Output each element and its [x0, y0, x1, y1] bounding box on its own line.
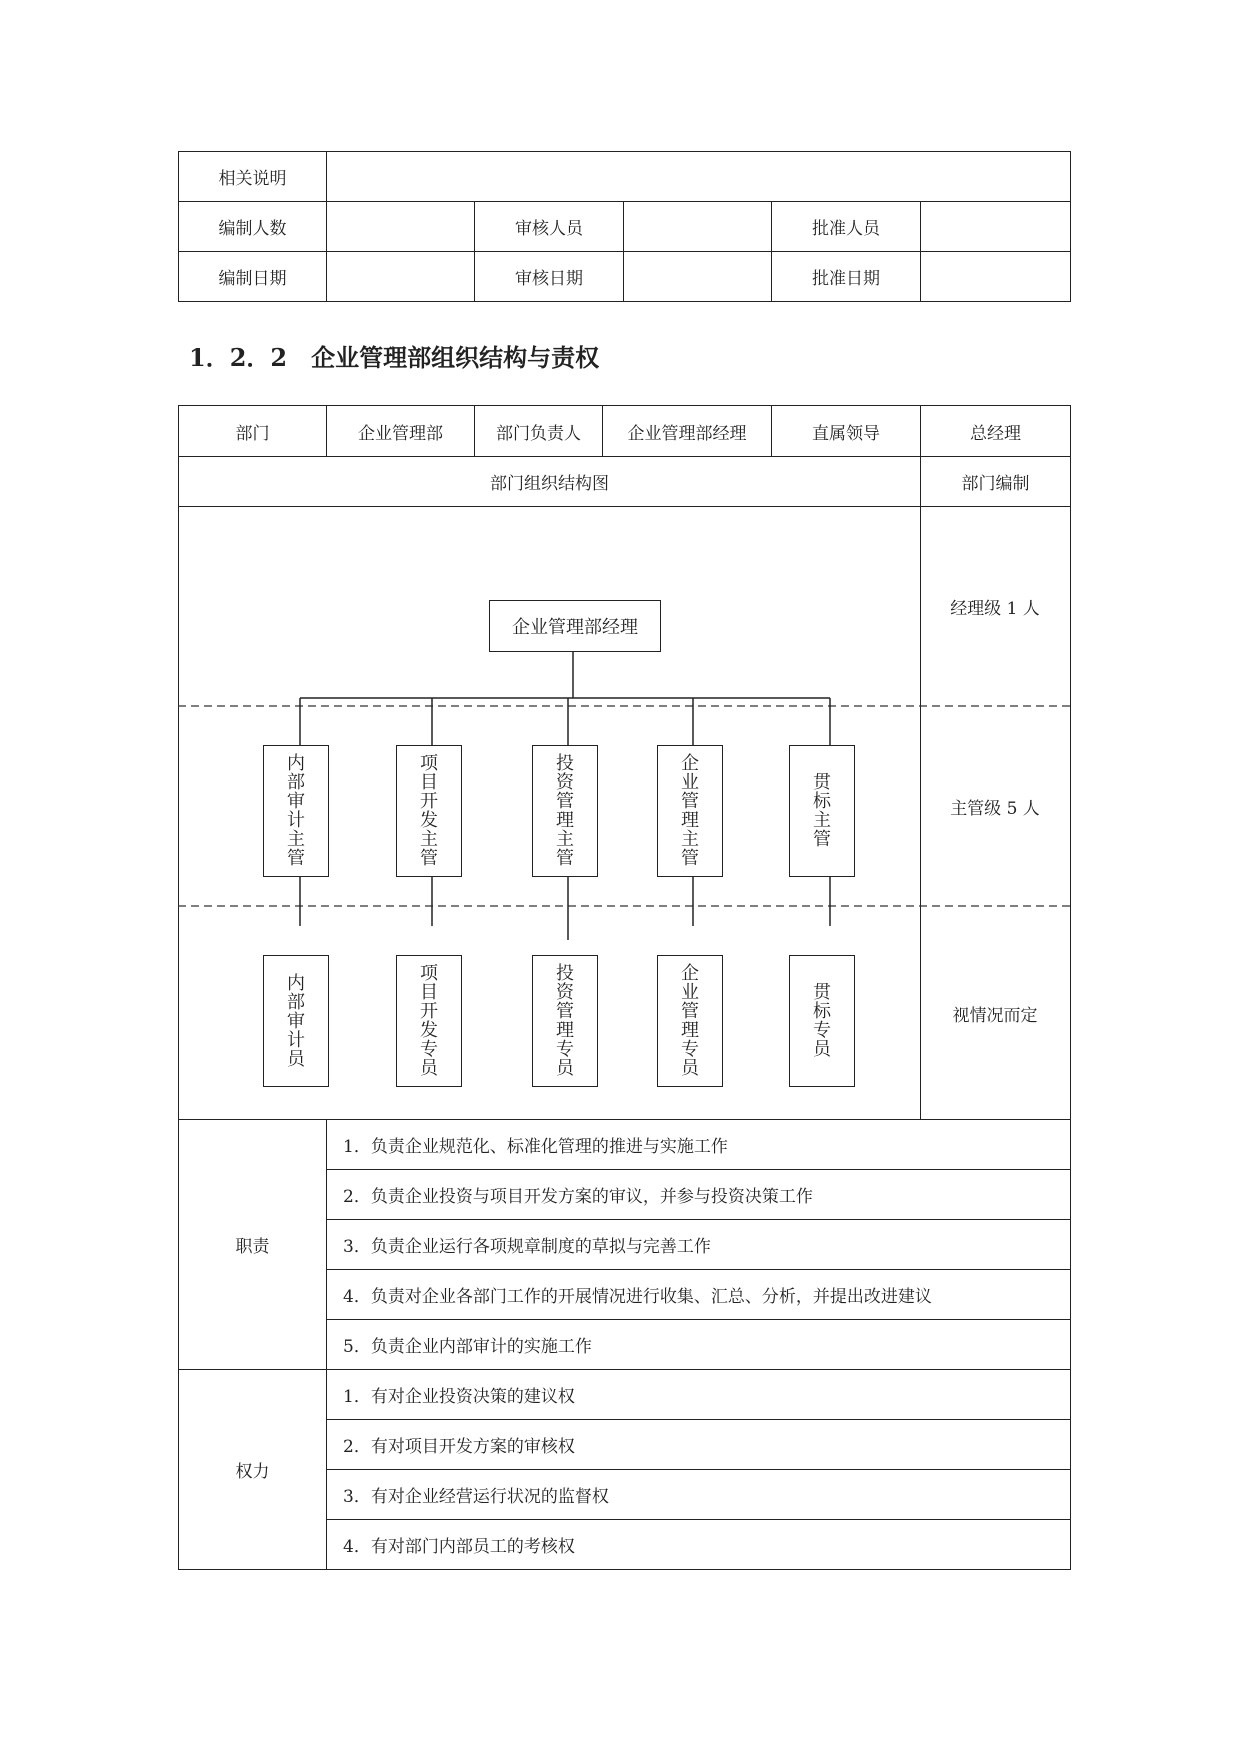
- duty-item: 4．负责对企业各部门工作的开展情况进行收集、汇总、分析，并提出改进建议: [327, 1270, 1071, 1320]
- compile-date-label: 编制日期: [179, 252, 327, 302]
- duties-label: 职责: [179, 1120, 327, 1370]
- level-manager: 经理级 1 人: [950, 599, 1040, 619]
- staff-box-project-development: [396, 955, 462, 1087]
- head-label: 部门负责人: [475, 406, 603, 457]
- review-person-label: 审核人员: [475, 202, 624, 252]
- review-date-label: 审核日期: [475, 252, 624, 302]
- org-box-label: 项 目 开 发 专 员: [420, 963, 438, 1079]
- section-heading: 1．2．2 企业管理部组织结构与责权: [189, 343, 600, 372]
- approve-person-label: 批准人员: [772, 202, 921, 252]
- org-box-label: 企 业 管 理 主 管: [681, 753, 699, 869]
- supervisor-box-internal-audit: [263, 745, 329, 877]
- level-supervisor: 主管级 5 人: [950, 799, 1040, 819]
- dept-value: 企业管理部: [327, 406, 475, 457]
- review-person-value[interactable]: [624, 202, 772, 252]
- compile-date-value[interactable]: [327, 252, 475, 302]
- staff-box-enterprise-management: [657, 955, 723, 1087]
- staff-box-internal-audit: [263, 955, 329, 1087]
- org-box-label: 贯 标 主 管: [813, 772, 831, 850]
- approve-person-value[interactable]: [921, 202, 1071, 252]
- info-table: [178, 151, 1071, 302]
- org-box-label: 投 资 管 理 专 员: [556, 963, 574, 1079]
- org-box-label: 企 业 管 理 专 员: [681, 963, 699, 1079]
- duty-item: 3．负责企业运行各项规章制度的草拟与完善工作: [327, 1220, 1071, 1270]
- org-box-label: 项 目 开 发 主 管: [420, 753, 438, 869]
- supervisor-box-standards: [789, 745, 855, 877]
- org-box-label: 投 资 管 理 主 管: [556, 753, 574, 869]
- org-box-label: 贯 标 专 员: [813, 982, 831, 1060]
- head-value: 企业管理部经理: [603, 406, 772, 457]
- org-box-label: 内 部 审 计 员: [287, 972, 305, 1070]
- power-item: 1．有对企业投资决策的建议权: [327, 1370, 1071, 1420]
- chart-title: 部门组织结构图: [179, 457, 921, 507]
- supervisor-box-investment-management: [532, 745, 598, 877]
- staffing-label: 部门编制: [921, 457, 1071, 507]
- level-staff: 视情况而定: [952, 1006, 1038, 1026]
- related-label: 相关说明: [179, 152, 327, 202]
- approve-date-value[interactable]: [921, 252, 1071, 302]
- powers-label: 权力: [179, 1370, 327, 1570]
- approve-date-label: 批准日期: [772, 252, 921, 302]
- related-value[interactable]: [327, 152, 1071, 202]
- staff-box-investment-management: [532, 955, 598, 1087]
- dept-label: 部门: [179, 406, 327, 457]
- superior-label: 直属领导: [772, 406, 921, 457]
- supervisor-box-project-development: [396, 745, 462, 877]
- duty-item: 5．负责企业内部审计的实施工作: [327, 1320, 1071, 1370]
- staff-box-standards: [789, 955, 855, 1087]
- org-box-label: 内 部 审 计 主 管: [287, 753, 305, 869]
- compile-count-value[interactable]: [327, 202, 475, 252]
- review-date-value[interactable]: [624, 252, 772, 302]
- compile-count-label: 编制人数: [179, 202, 327, 252]
- power-item: 3．有对企业经营运行状况的监督权: [327, 1470, 1071, 1520]
- superior-value: 总经理: [921, 406, 1071, 457]
- supervisor-box-enterprise-management: [657, 745, 723, 877]
- duty-item: 1．负责企业规范化、标准化管理的推进与实施工作: [327, 1120, 1071, 1170]
- duty-item: 2．负责企业投资与项目开发方案的审议，并参与投资决策工作: [327, 1170, 1071, 1220]
- power-item: 2．有对项目开发方案的审核权: [327, 1420, 1071, 1470]
- manager-box: 企业管理部经理: [489, 600, 661, 652]
- power-item: 4．有对部门内部员工的考核权: [327, 1520, 1071, 1570]
